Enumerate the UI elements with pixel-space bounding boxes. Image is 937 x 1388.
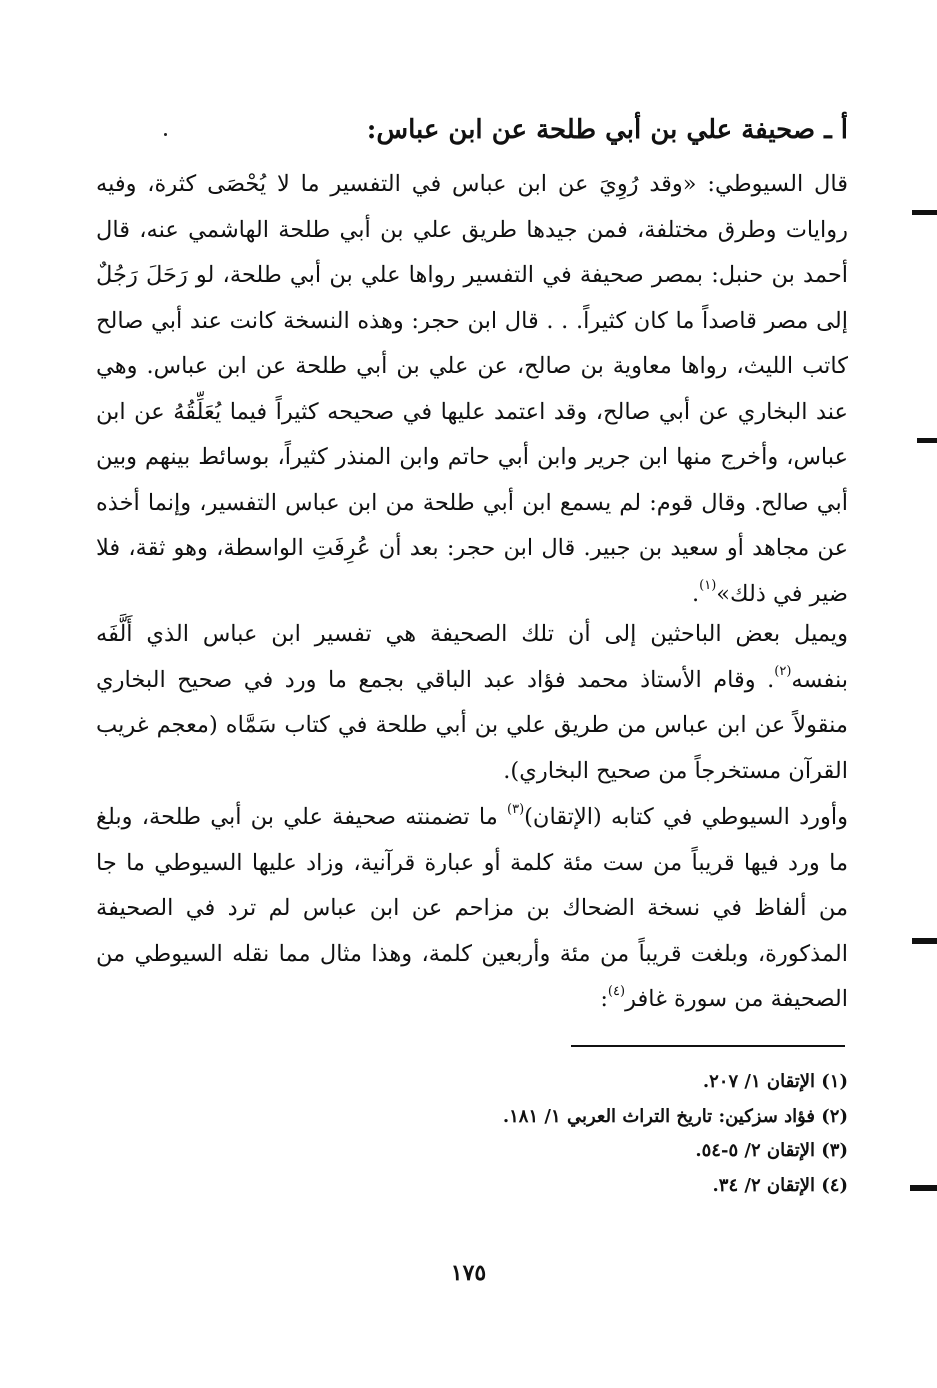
paragraph-2-text: ويميل بعض الباحثين إلى أن تلك الصحيفة هي تفسير ابن عباس الذي أَلَّفَه بنفسه [96, 621, 848, 693]
paragraph-1-block [96, 162, 848, 617]
footnotes [96, 1065, 848, 1203]
section-heading: أ ـ صحيفة علي بن أبي طلحة عن ابن عباس: [366, 115, 848, 145]
footnote-ref-2[interactable]: (٢) [774, 664, 792, 679]
speck-mark [164, 133, 167, 136]
paragraph-2-tail: . وقام الأستاذ محمد فؤاد عبد الباقي بجمع ما ورد في صحيح البخاري منقولاً عن ابن عباس من طريق علي بن أبي طلحة في كتاب سَمَّاه (معجم غريب القرآن مستخرجاً من صحيح البخاري). [96, 666, 848, 784]
paragraph-1-tail: . [691, 580, 700, 607]
paragraph-3-middle: ما تضمنته صحيفة علي بن أبي طلحة، وبلغ ما ورد فيها قريباً من ست مئة كلمة أو عبارة قرآنية، وزاد عليها السيوطي ما جا من ألفاظ في نسخة الضحاك بن مزاحم عن ابن عباس لم ترد في الصحيفة المذكورة، وبلغت قريباً من مئة وأربعين كلمة، وهذا مثال مما نقله السيوطي من الصحيفة من سورة غافر [96, 804, 848, 1012]
binding-mark [910, 1185, 937, 1191]
footnote-ref-1[interactable]: (١) [699, 578, 717, 593]
footnote-2: (٢) فؤاد سزكين: تاريخ التراث العربي ١/ ١٨١. [502, 1105, 848, 1127]
paragraph-3 [96, 795, 848, 1023]
paragraph-3-text: وأورد السيوطي في كتابه (الإتقان) [524, 804, 848, 830]
footnote-3: (٣) الإتقان ٢/ ٥-٥٤. [695, 1140, 848, 1161]
page-number: ١٧٥ [450, 1260, 487, 1286]
footnote-4: (٤) الإتقان ٢/ ٣٤. [712, 1174, 848, 1196]
paragraph-3-block [96, 795, 848, 1023]
paragraph-2 [96, 612, 848, 794]
binding-mark [912, 938, 937, 944]
paragraph-1 [96, 162, 848, 617]
paragraph-2-block [96, 612, 848, 794]
paragraph-1-text: قال السيوطي: «وقد رُوِيَ عن ابن عباس في التفسير ما لا يُحْصَى كثرة، وفيه روايات وطرق مختلفة، فمن جيدها طريق علي بن أبي طلحة الهاشمي عنه، قال أحمد بن حنبل: بمصر صحيفة في التفسير رواها علي بن أبي طلحة، لو رَحَلَ رَجُلٌ إلى مصر قاصداً ما كان كثيراً. . . قال ابن حجر: وهذه النسخة كانت عند أبي صالح كاتب الليث، رواها معاوية بن صالح، عن علي بن أبي طلحة عن ابن عباس. وهي عند البخاري عن أبي صالح، وقد اعتمد عليها في صحيحه كثيراً فيما يُعَلِّقُهُ عن ابن عباس، وأخرج منها ابن جرير وابن أبي حاتم وابن المنذر كثيراً، بوسائط بينهم وبين أبي صالح. وقال قوم: لم يسمع ابن أبي طلحة من ابن عباس التفسير، وإنما أخذه عن مجاهد أو سعيد بن جبير. قال ابن حجر: بعد أن عُرِفَتِ الواسطة، وهو ثقة، فلا ضير في ذلك» [96, 171, 848, 607]
footnote-ref-4[interactable]: (٤) [607, 983, 626, 999]
footnote-ref-3[interactable]: (٣) [507, 801, 525, 817]
binding-mark [917, 438, 937, 443]
binding-mark [912, 210, 937, 215]
paragraph-3-tail: : [600, 986, 608, 1012]
footnote-divider [571, 1045, 845, 1047]
footnote-1: (١) الإتقان ١/ ٢٠٧. [702, 1071, 848, 1092]
